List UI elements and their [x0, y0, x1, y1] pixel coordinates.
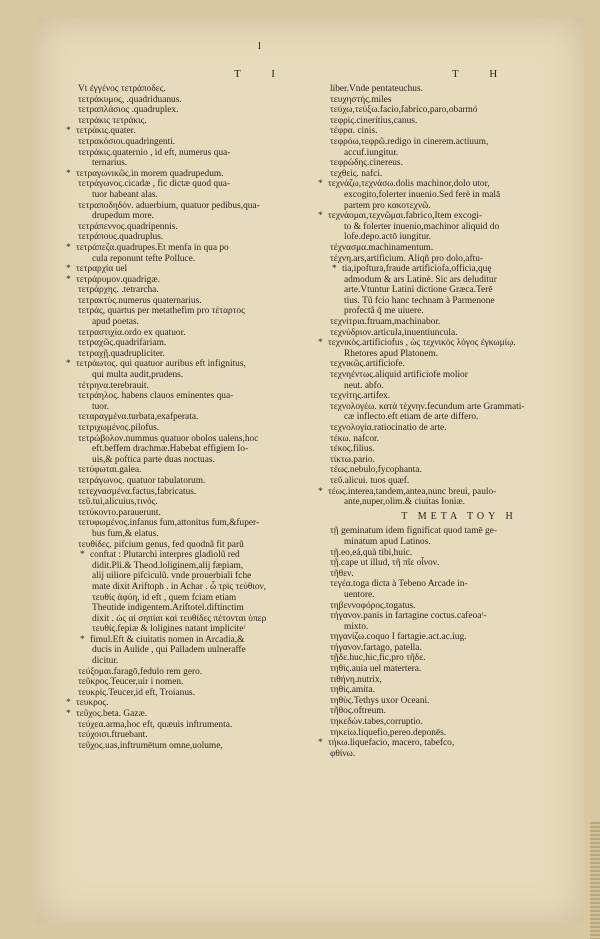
entry-line [78, 211, 340, 222]
entry-text: admodum & ars Latinè. Sic ars deluditur [344, 274, 497, 285]
entry-text: τετρώβολον.nummus quatuor obolos ualens,hoc [78, 433, 259, 444]
entry-text: Theutide indigentem.Ariftotel.diftinctim [92, 603, 244, 614]
running-head-left: T I [234, 68, 289, 80]
entry-text: Vt ἐγγένος τετράποδες. [78, 84, 166, 94]
entry-line [66, 264, 340, 275]
entry-text: τηγανίζω.coquo I fartagie.act.ac.iug. [330, 632, 467, 643]
entry-text: τετραπλάσιος .quadruplex. [78, 105, 179, 116]
entry-line [78, 518, 340, 529]
entry-line [78, 296, 340, 307]
entry-line [78, 465, 340, 476]
entry-line [330, 243, 588, 254]
entry-text: dicitur. [92, 656, 119, 667]
entry-text: τῆθος.oftreum. [330, 706, 386, 717]
entry-text: τετρακόσιοι.quadringenti. [78, 136, 176, 147]
entry-line [78, 232, 340, 243]
entry-line [330, 137, 588, 148]
entry-text: τετραρχία uel [76, 264, 128, 275]
entry-text: alij uiliore pifciculũ. vnde prouerbiali fche [92, 571, 252, 582]
asterisk-mark: * [66, 274, 71, 285]
entry-line [78, 688, 340, 699]
entry-text: liber.Vnde pentateuchus. [330, 84, 423, 94]
entry-line [78, 550, 340, 561]
entry-line [66, 359, 340, 370]
entry-line [78, 95, 340, 106]
entry-line [330, 696, 588, 707]
entry-text: τευθίς.fepiæ & loligines natant impliciteʳ [92, 624, 246, 635]
entry-line [78, 624, 340, 635]
entry-line [78, 656, 340, 667]
entry-text: τευθίδες. pifcium genus, fed quodnã fit parũ [78, 539, 244, 550]
asterisk-mark: * [80, 550, 85, 561]
entry-line [78, 222, 340, 233]
entry-text: τῇδε.huc,hic,fic,pro τῆδε. [330, 653, 426, 664]
entry-line [78, 677, 340, 688]
entry-line [66, 242, 340, 254]
asterisk-mark: * [66, 242, 71, 253]
entry-text: τεφρὶς.cinerítius,canus. [330, 115, 418, 126]
entry-line [78, 582, 340, 593]
entry-line [78, 635, 340, 646]
asterisk-mark: * [66, 264, 71, 275]
entry-text: τετραγωνικῶς.in morem quadrupedum. [76, 168, 224, 179]
entry-line [78, 148, 340, 159]
entry-text: tia,ipoftura,fraude artificiofa,officia,quę [342, 264, 492, 275]
entry-text: τεῦ.alicui. tuos quæf. [330, 475, 410, 486]
entry-text: tius. Tũ fcio hanc technam à Parmenone [344, 295, 495, 306]
entry-line [78, 338, 340, 349]
entry-text: τεχνίτρια.ftruam,machinabor. [330, 317, 441, 328]
entry-line [330, 601, 588, 612]
entry-text: τέως.interea,tandem,antea,nunc breui, paulo- [328, 486, 497, 497]
asterisk-mark: * [66, 126, 71, 137]
entry-line [330, 222, 588, 233]
entry-text: cæ inflecto.eft etiam de arte differo. [344, 412, 479, 423]
entry-text: τεχνικὸς.artificiofus , ὡς τεχνικὸς λόγος ἐγκωμίῳ. [328, 338, 516, 349]
entry-text: τετράηλος. habens clauos eminentes qua- [78, 391, 234, 402]
entry-text: qui multa audit,prudens. [92, 370, 184, 381]
entry-line [330, 622, 588, 633]
entry-text: τετρακτὺς.numerus quaternarius. [78, 295, 202, 306]
entry-line [330, 105, 588, 116]
entry-line [78, 116, 340, 127]
asterisk-mark: * [66, 168, 71, 179]
entry-line [78, 720, 340, 731]
entry-line [78, 201, 340, 212]
entry-text: τεχνολογέω. κατὰ τέχνην.fecundum arte Grammati- [330, 401, 525, 412]
entry-text: τετύκοντο.parauerunt. [78, 507, 161, 518]
entry-line [330, 264, 588, 275]
entry-line [78, 529, 340, 540]
entry-text: τετράκις τετράκις. [78, 115, 147, 126]
entry-text: τεχνηέντως.aliquid artificiofe molior [330, 370, 468, 381]
entry-line [330, 611, 588, 622]
entry-text: τεῦκρος.Teucer,uir i nomen. [78, 677, 184, 688]
entry-line [330, 391, 588, 402]
right-column [318, 84, 588, 759]
entry-text: Rhetores apud Platonem. [344, 348, 438, 359]
entry-text: τηκεδὼν.tabes,corruptio. [330, 717, 423, 728]
entry-line [66, 698, 340, 709]
entry-text: τετράγωνος. quatuor tabulatorum. [78, 475, 206, 486]
entry-line [330, 296, 588, 307]
entry-line [330, 402, 588, 413]
entry-text: τέχνασμα.machinamentum. [330, 242, 434, 253]
entry-text: τετραστιχία.ordo ex quatuor. [78, 327, 186, 338]
entry-text: τεφρόω,τεφρῶ.redigo in cinerem.actiuum, [330, 136, 489, 147]
entry-text: τεύχεα.arma,hoc eft, quæuis inftrumenta. [78, 719, 233, 730]
entry-line [330, 306, 588, 317]
entry-text: τετεχνασμένα.factus,fabricatus. [78, 486, 197, 497]
entry-line [78, 476, 340, 487]
entry-line [78, 381, 340, 392]
entry-line [330, 569, 588, 580]
entry-line [78, 158, 340, 169]
entry-line [330, 664, 588, 675]
entry-line [330, 717, 588, 728]
entry-line [318, 486, 588, 498]
entry-text: τετράπεννος.quadripennis. [78, 221, 178, 232]
entry-text: τιθήνη.nutrix, [330, 674, 382, 685]
entry-text: arte.Vtuntur Latini dictione Græca.Terē [344, 285, 493, 296]
entry-line [330, 537, 588, 548]
entry-line [330, 232, 588, 243]
entry-text: τέχνη.ars,artificium. Aliqñ pro dolo,aftu- [330, 253, 484, 264]
entry-text: τέκω. nafcor. [330, 433, 379, 444]
entry-text: τετραχῶς.quadrifariam. [78, 338, 167, 349]
left-column [66, 84, 340, 751]
entry-text: τεχνάζω,τεχνάσω.dolis machinor,dolo utor, [328, 179, 490, 190]
entry-line [330, 643, 588, 654]
entry-text: τηθὶς.amita. [330, 685, 375, 696]
entry-line [330, 359, 588, 370]
entry-line [78, 391, 340, 402]
entry-line [330, 349, 588, 360]
entry-text: τηθὺς.Tethys uxor Oceani. [330, 695, 430, 706]
entry-line [78, 571, 340, 582]
entry-line [318, 738, 588, 749]
entry-line [330, 285, 588, 296]
entry-line [66, 168, 340, 180]
entry-line [66, 709, 340, 720]
entry-text: τευθίς ἀφύη, id eft , quem fciam etiam [92, 592, 237, 603]
entry-line [330, 548, 588, 559]
entry-text: τήγανον.fartago, patella. [330, 642, 422, 653]
entry-text: ternarius. [92, 158, 128, 169]
entry-text: mixto. [344, 621, 369, 632]
entry-line [66, 274, 340, 286]
entry-text: cula reponunt tefte Polluce. [92, 253, 196, 264]
entry-line [78, 306, 340, 317]
entry-line [78, 614, 340, 625]
entry-line [78, 540, 340, 551]
entry-line [330, 434, 588, 445]
entry-text: ducis in Aulide , qui Palladem uulneraffe [92, 645, 246, 656]
entry-line [330, 579, 588, 590]
entry-text: τεχνύδριον.articula,inuentiuncula. [330, 327, 458, 338]
entry-text: τηβεννοφόρος.togatus. [330, 600, 416, 611]
entry-line [78, 667, 340, 678]
entry-line [78, 190, 340, 201]
entry-line [330, 423, 588, 434]
entry-line [330, 126, 588, 137]
entry-line [330, 632, 588, 643]
entry-line [78, 254, 340, 265]
entry-text: fimul.Eft & ciuitatis nomen in Arcadia,& [90, 634, 245, 645]
entry-text: τεῦχος.uas,inftrumētum omne,uolume, [78, 740, 223, 751]
entry-line [330, 148, 588, 159]
entry-line [78, 317, 340, 328]
entry-text: minatum apud Latinos. [344, 536, 431, 547]
entry-line [318, 179, 588, 190]
entry-text: neut. abfo. [344, 380, 384, 391]
entry-line [330, 370, 588, 381]
entry-line [78, 455, 340, 466]
entry-text: τεχθεὶς. nafci. [330, 168, 383, 179]
entry-line [330, 201, 588, 212]
entry-text: τεχνίτης.artifex. [330, 391, 391, 402]
entry-line [78, 561, 340, 572]
entry-text: tuor habeant alas. [92, 189, 158, 200]
entry-text: uis,& poftica parte duas noctuas. [92, 454, 215, 465]
entry-line [330, 558, 588, 569]
entry-text: τεῦχος.beta. Gazæ. [76, 709, 148, 720]
entry-line [78, 179, 340, 190]
entry-text: τέφρα. cinis. [330, 126, 378, 137]
entry-text: τέτρηνα.terebrauit. [78, 380, 149, 391]
entry-text: uentore. [344, 589, 375, 600]
entry-text: profectã q̃ me uiuere. [344, 306, 424, 317]
entry-line [330, 190, 588, 201]
entry-line [78, 84, 340, 95]
entry-line [330, 116, 588, 127]
entry-line [78, 434, 340, 445]
entry-line [330, 465, 588, 476]
entry-line [78, 412, 340, 423]
entry-text: τῇ geminatum idem fignificat quod tamē ge- [330, 526, 497, 537]
entry-text: conftat : Plutarchi interpres gladiolũ red [90, 550, 240, 561]
entry-line [78, 593, 340, 604]
top-mark: l [258, 40, 262, 52]
entry-text: drupedum more. [92, 211, 154, 222]
section-heading: T META TOY H [401, 510, 517, 522]
asterisk-mark: * [66, 709, 71, 720]
entry-text: τετράκις.quater. [76, 126, 136, 137]
entry-line [330, 590, 588, 601]
entry-line [330, 95, 588, 106]
entry-text: τετράρχης. .tetrarcha. [78, 285, 159, 296]
entry-line [330, 749, 588, 760]
entry-text: τετραχῇ.quadrupliciter. [78, 348, 165, 359]
entry-line [78, 285, 340, 296]
entry-text: τετράς, quartus per metathefim pro τέταρτος [78, 306, 245, 317]
entry-text: τίκτω.pario. [330, 454, 375, 465]
entry-text: τήκω.liquefacio, macero, tabefco, [328, 738, 455, 749]
asterisk-mark: * [66, 359, 71, 370]
entry-line [318, 338, 588, 349]
entry-text: didit.Pli.& Theod.loliginem,alij fæpiam, [92, 560, 244, 571]
entry-line [78, 741, 340, 752]
entry-line [330, 455, 588, 466]
entry-text: τευχηστής.miles [330, 94, 392, 105]
entry-line [330, 317, 588, 328]
entry-line [78, 645, 340, 656]
entry-line [78, 730, 340, 741]
entry-text: τευκρίς.Teucer,id eft, Troianus. [78, 687, 196, 698]
entry-text: τέως.nebulo,fycophanta. [330, 465, 422, 476]
entry-text: τεχνικῶς.artificiofe. [330, 359, 405, 370]
asterisk-mark: * [318, 738, 323, 749]
entry-text: τηθὶς.auia uel matertera. [330, 664, 422, 675]
entry-text: bus fum,& elatus. [92, 528, 159, 539]
asterisk-mark: * [318, 211, 323, 222]
entry-text: τετράωτος. qui quatuor auribus eft infignitus, [76, 359, 246, 370]
entry-text: τεχνολογία.ratiocinatio de arte. [330, 423, 447, 433]
entry-line [330, 653, 588, 664]
entry-text: τεῦ.tui,alicuius,τινός. [78, 497, 158, 508]
entry-line [330, 444, 588, 455]
entry-line [78, 328, 340, 339]
entry-line [330, 675, 588, 686]
entry-text: accuf.iungitur. [344, 147, 399, 158]
entry-text: τεύχοισι.ftruebant. [78, 730, 148, 741]
entry-text: partem pro κακοτεχνῶ. [344, 200, 431, 211]
entry-text: τεύξομαι.faragō,fedulo rem gero. [78, 666, 203, 677]
entry-text: lofe.depo.actō iungitur. [344, 232, 431, 243]
entry-text: τετράκις.quaternio , id eft, numerus qua- [78, 147, 231, 158]
entry-line [78, 370, 340, 381]
entry-line [78, 402, 340, 413]
entry-text: τετράγωνος.cicadæ , fic dictæ quod qua- [78, 179, 231, 190]
entry-text: τήγανον.panis in fartagine coctus.cafeoaʳ- [330, 611, 487, 622]
running-head-right: T H [452, 68, 512, 80]
entry-line [318, 211, 588, 222]
entry-text: to & folerter inuenio,machinor aliquid do [344, 221, 500, 232]
entry-text: excogito,folerter inuenio.Sed ferè in malā [344, 189, 501, 200]
entry-line [330, 728, 588, 739]
entry-text: ante,nuper,olim.& ciuitas Ioniæ. [344, 497, 465, 508]
entry-text: τετράρυμον.quadrigæ. [76, 274, 160, 285]
entry-line [66, 126, 340, 137]
entry-line [330, 158, 588, 169]
entry-line [330, 169, 588, 180]
entry-text: τηκείω.liquefio,pereo.deponēs. [330, 727, 447, 738]
entry-line [330, 381, 588, 392]
entry-line [78, 487, 340, 498]
entry-text: dixit . ὡς αἱ σηπίαι καὶ τευθίδες πέτονται ὑπερ [92, 613, 267, 624]
entry-line [78, 349, 340, 360]
entry-line [330, 275, 588, 286]
entry-line [78, 423, 340, 434]
entry-text: τῇ.eo,eá,quà tibi,huic. [330, 547, 413, 558]
entry-text: τετύφωται.galea. [78, 465, 142, 476]
entry-line [330, 497, 588, 508]
entry-text: τεφρώδης.cinereus. [330, 158, 403, 169]
entry-line [78, 444, 340, 455]
asterisk-mark: * [66, 698, 71, 709]
entry-line [330, 526, 588, 537]
entry-text: τέκος.filius. [330, 444, 375, 455]
entry-line [330, 476, 588, 487]
entry-line [78, 137, 340, 148]
entry-line [330, 706, 588, 717]
asterisk-mark: * [318, 179, 323, 190]
entry-line [330, 254, 588, 265]
entry-line [330, 685, 588, 696]
entry-text: τεταραγμένα.turbata,exafperata. [78, 412, 199, 423]
page-edge [590, 822, 600, 939]
entry-line [330, 84, 588, 95]
entry-text: τεχνάομαι,τεχνῶμαι.fabrico,Item excogi- [328, 211, 483, 222]
entry-text: τετράπεζα.quadrupes.Et menfa in qua po [76, 242, 229, 253]
entry-text: τευκρος. [76, 698, 109, 709]
entry-line [330, 412, 588, 423]
entry-text: τετράπους.quadruplus. [78, 232, 164, 243]
entry-text: tuor. [92, 401, 109, 412]
entry-text: eft.beffem drachmæ.Habebat effigiem Io- [92, 444, 249, 455]
entry-line [78, 497, 340, 508]
entry-text: τεύχω,τεύξω.facio,fabrico,paro,obarmó [330, 105, 478, 116]
asterisk-mark: * [332, 264, 337, 275]
entry-line [78, 603, 340, 614]
entry-text: φθίνω. [330, 748, 356, 759]
entry-text: τῆθεν. [330, 568, 354, 579]
entry-line [78, 105, 340, 116]
entry-text: τετυφωμένος.infanus fum,attonitus fum,&fuper- [78, 518, 260, 529]
entry-text: apud poetas. [92, 317, 139, 328]
entry-line [78, 508, 340, 519]
entry-text: τῇ.cape ut illud, τῆ πῖε οἶνον. [330, 558, 440, 569]
entry-line [330, 328, 588, 339]
asterisk-mark: * [318, 486, 323, 497]
entry-text: τεγέα.toga dicta à Tebeno Arcade in- [330, 579, 468, 590]
entry-text: τετραποδηδόν. aduerbium, quatuor pedibus,qua- [78, 200, 260, 211]
entry-text: mate dixit Ariftoph . in Achar . ὦ τρὶς τεύθιον, [92, 581, 267, 592]
entry-text: τετριχωμένος.pilofus. [78, 423, 160, 433]
asterisk-mark: * [318, 338, 323, 349]
asterisk-mark: * [80, 634, 85, 645]
entry-text: τετράκυμος, .quadriduanus. [78, 94, 182, 105]
